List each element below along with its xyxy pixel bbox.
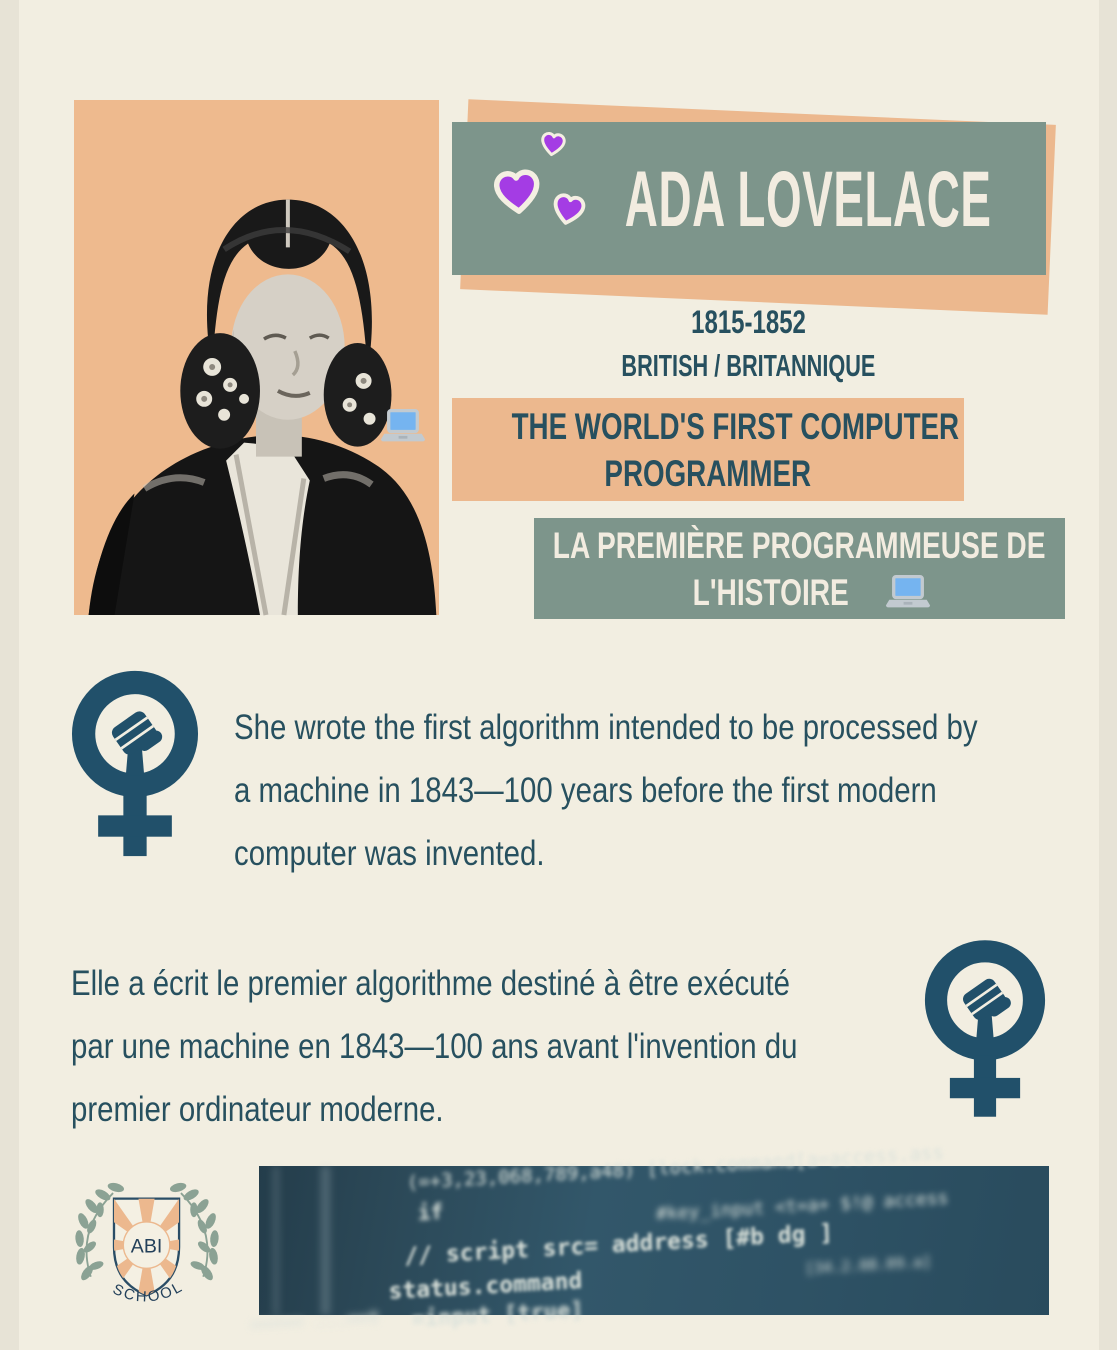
portrait-illustration (74, 100, 439, 615)
subtitle-block (452, 300, 1046, 387)
ada-lovelace-portrait-photo (74, 100, 439, 615)
code-screen-photo (248, 1141, 1049, 1336)
page-title: ADA LOVELACE (625, 153, 992, 243)
banner-english-title: THE WORLD'S FIRST COMPUTER PROGRAMMER (452, 398, 964, 501)
nationality: BRITISH / BRITANNIQUE (621, 348, 876, 383)
logo-text: ABI (130, 1235, 162, 1258)
header-title-banner (452, 122, 1046, 275)
laptop-icon (886, 574, 930, 610)
abi-school-crest (61, 1163, 233, 1317)
laptop-icon (381, 408, 425, 444)
code-text-layer: (=+3,23,068,789,a48) [lock.command[a=access.ass if #key_input <t=a+ $!@ access // script src= address [#b dg ] status.command [34.2.08.09.a] =input [true] ===== ...==t (248, 1141, 949, 1336)
fact-text-french: Elle a écrit le premier algorithme destiné à être exécuté par une machine en 1843—100 ans avant l'invention du premier ordinateur moderne. (70, 964, 797, 1129)
infographic-poster (19, 0, 1099, 1350)
woman-power-fist-icon (71, 666, 199, 860)
fact-text-english: She wrote the first algorithm intended to be processed by a machine in 1843—100 years before the first modern computer was invented. (233, 708, 978, 873)
woman-power-fist-icon (924, 933, 1046, 1123)
logo-subtitle: SCHOOL (109, 1278, 187, 1306)
banner-french-title: LA PREMIÈRE PROGRAMMEUSE DE L'HISTOIRE (534, 518, 1065, 619)
life-years: 1815-1852 (691, 304, 806, 340)
